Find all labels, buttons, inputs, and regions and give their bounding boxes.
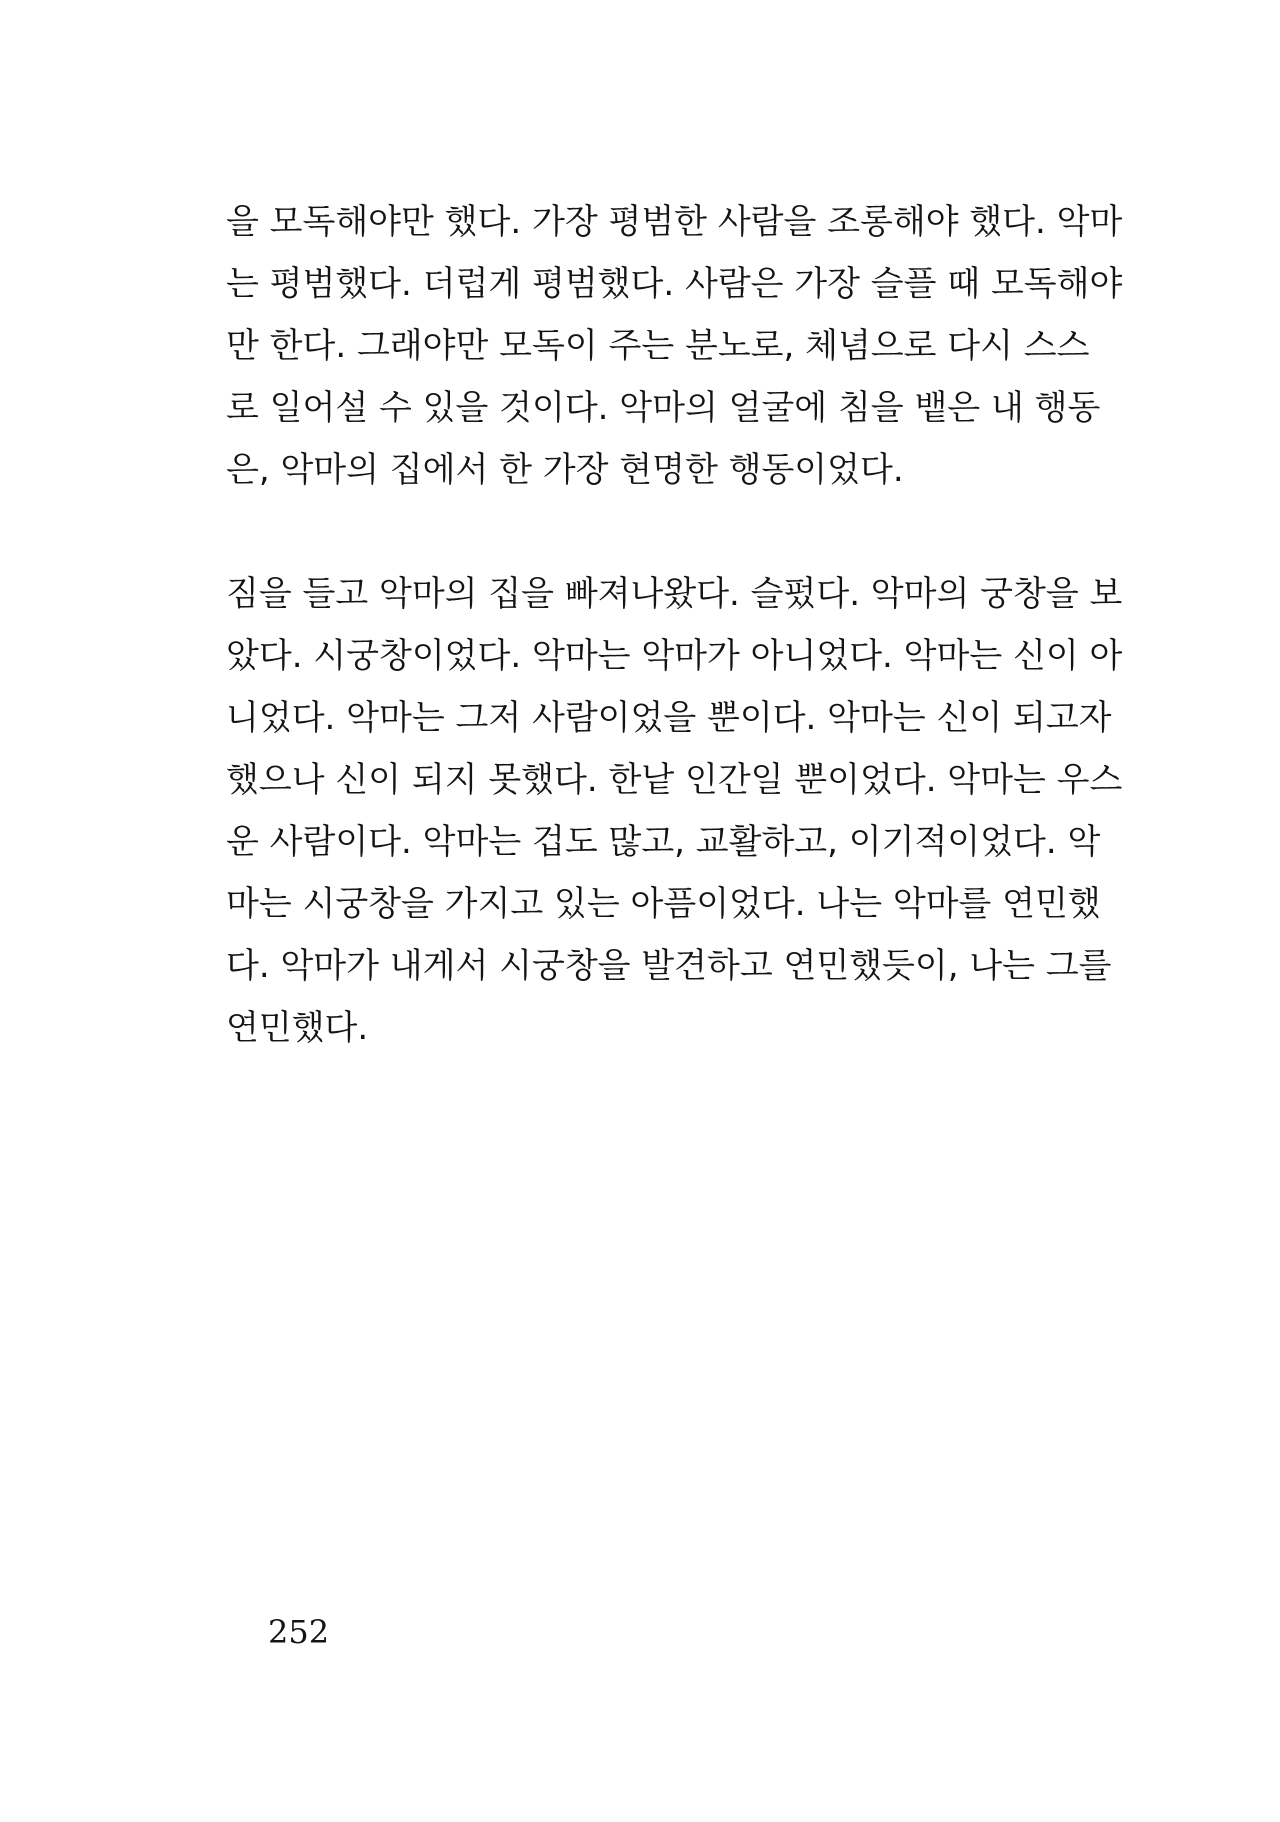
text-line: 운 사람이다. 악마는 겁도 많고, 교활하고, 이기적이었다. 악 <box>226 822 1101 862</box>
page-number: 252 <box>268 1613 330 1651</box>
text-line: 연민했다. <box>226 1008 369 1048</box>
text-line: 마는 시궁창을 가지고 있는 아픔이었다. 나는 악마를 연민했 <box>226 884 1101 924</box>
text-line: 로 일어설 수 있을 것이다. 악마의 얼굴에 침을 뱉은 내 행동 <box>226 388 1101 428</box>
text-line: 다. 악마가 내게서 시궁창을 발견하고 연민했듯이, 나는 그를 <box>226 946 1112 986</box>
text-line: 은, 악마의 집에서 한 가장 현명한 행동이었다. <box>226 450 904 490</box>
text-line: 짐을 들고 악마의 집을 빠져나왔다. 슬펐다. 악마의 궁창을 보 <box>226 574 1123 614</box>
text-line: 했으나 신이 되지 못했다. 한낱 인간일 뿐이었다. 악마는 우스 <box>226 760 1123 800</box>
text-line: 니었다. 악마는 그저 사람이었을 뿐이다. 악마는 신이 되고자 <box>226 698 1112 738</box>
text-line: 만 한다. 그래야만 모독이 주는 분노로, 체념으로 다시 스스 <box>226 326 1090 366</box>
text-line: 았다. 시궁창이었다. 악마는 악마가 아니었다. 악마는 신이 아 <box>226 636 1123 676</box>
paragraph <box>226 191 1123 501</box>
paragraph <box>226 563 1123 1059</box>
text-line: 을 모독해야만 했다. 가장 평범한 사람을 조롱해야 했다. 악마 <box>226 202 1123 242</box>
text-line: 는 평범했다. 더럽게 평범했다. 사람은 가장 슬플 때 모독해야 <box>226 264 1123 304</box>
